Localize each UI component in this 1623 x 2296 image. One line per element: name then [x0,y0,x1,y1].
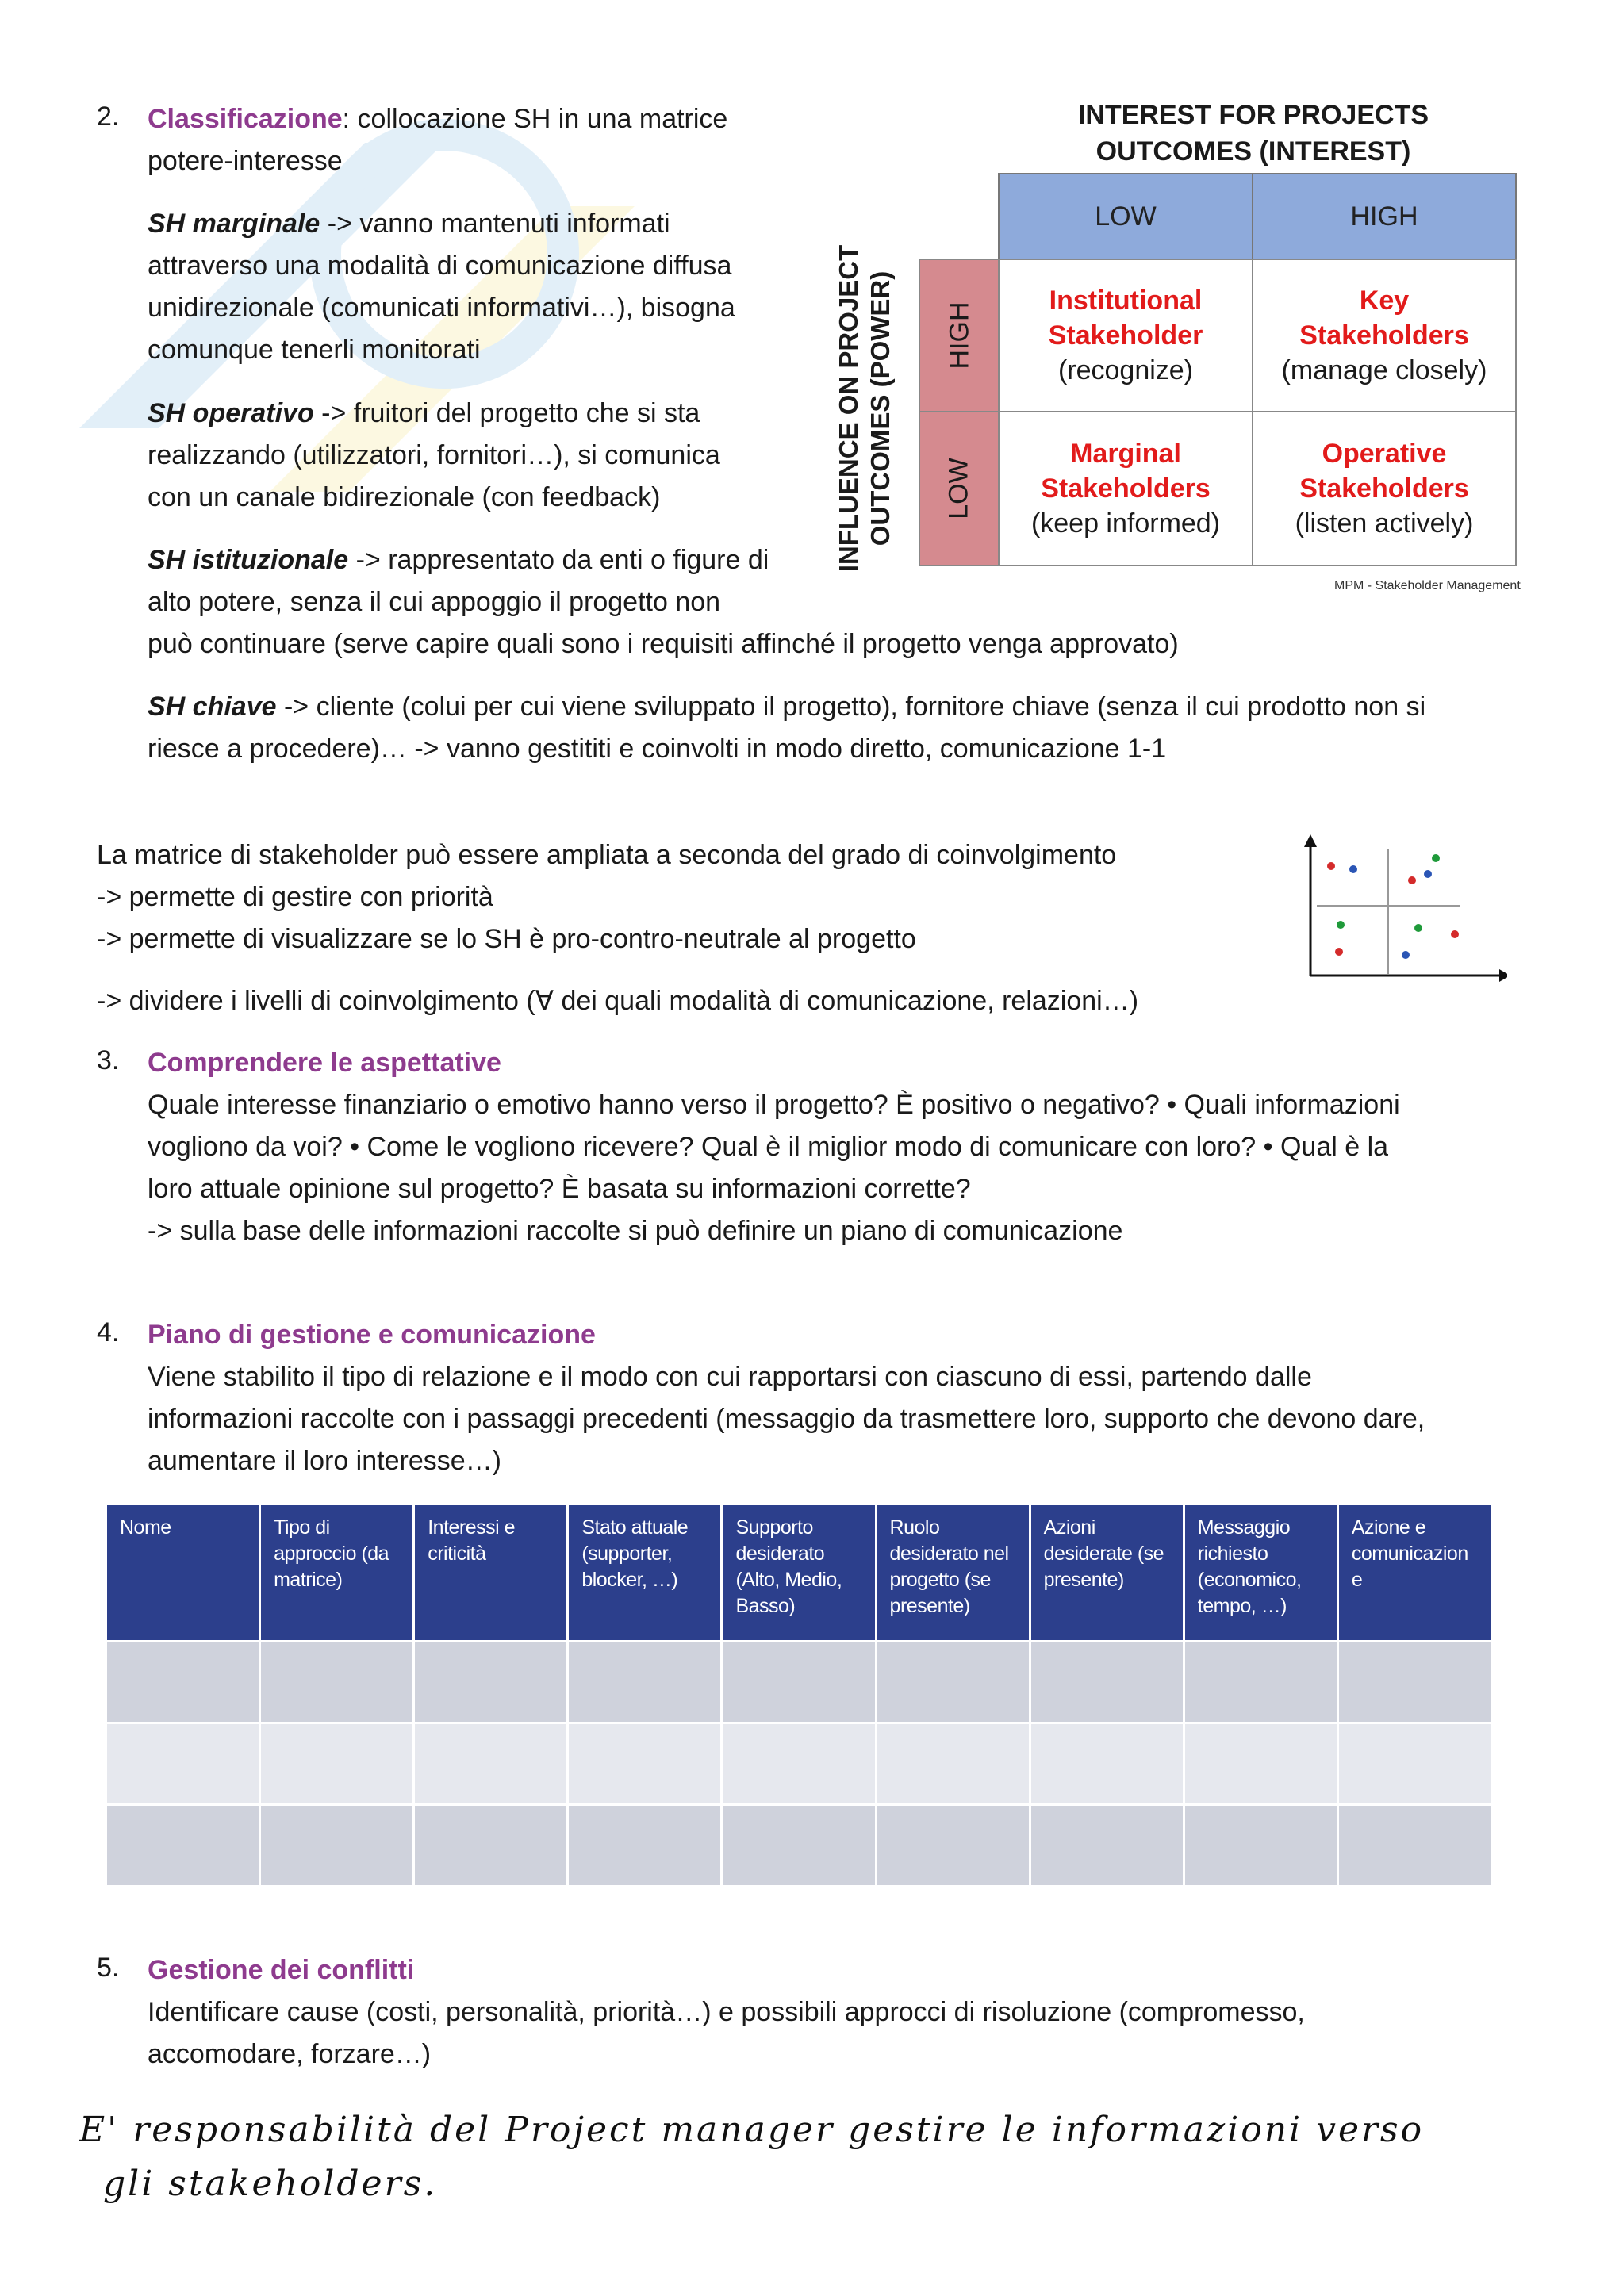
table-cell [722,1723,876,1805]
table-header-cell: Azioni desiderate (se presente) [1030,1504,1184,1642]
table-cell [1030,1805,1184,1887]
section2-title-line2: potere-interesse [148,146,343,176]
table-cell [260,1642,414,1723]
expansion-last-line: -> dividere i livelli di coinvolgimento (∀ dei quali modalità di comunicazione, relazioni…) [97,986,1139,1016]
table-header-cell: Ruolo desiderato nel progetto (se presente) [876,1504,1030,1642]
table-header-cell: Supporto desiderato (Alto, Medio, Basso) [722,1504,876,1642]
table-row [106,1642,1492,1723]
cell-name: Operative [1322,439,1447,469]
table-cell [1184,1805,1337,1887]
cell-name: Stakeholders [1299,473,1469,504]
matrix-title [1023,97,1483,170]
cell-name: Marginal [1070,439,1181,469]
section5-block [148,1949,1575,2076]
sh-chiave-paragraph [148,686,1575,770]
cell-name: Key [1359,286,1410,316]
sh-operativo-paragraph [148,393,798,519]
matrix-side-label [833,210,896,607]
table-cell [568,1642,722,1723]
matrix-title-line: OUTCOMES (INTEREST) [1095,136,1411,167]
sh-chiave-line: riesce a procedere)… -> vanno gestititi e coinvolti in modo diretto, comunicazione 1-1 [148,734,1167,764]
table-header-cell: Nome [106,1504,260,1642]
matrix-cell-operative [1252,411,1517,566]
table-cell [722,1642,876,1723]
sh-operativo-line: -> fruitori del progetto che si sta [313,398,700,428]
section4-line: aumentare il loro interesse…) [148,1446,501,1476]
sh-chiave-line: -> cliente (colui per cui viene sviluppato il progetto), fornitore chiave (senza il cui prodotto non si [276,692,1426,722]
sh-operativo-line: con un canale bidirezionale (con feedback) [148,482,661,512]
table-cell [1337,1723,1491,1805]
sh-istituzionale-line: può continuare (serve capire quali sono i requisiti affinché il progetto venga approvato) [148,629,1179,659]
scatter-dot [1349,865,1357,873]
cell-action: (listen actively) [1295,508,1474,539]
table-cell [1337,1642,1491,1723]
scatter-dot [1337,921,1345,929]
table-cell [414,1723,568,1805]
handwritten-note-line1: E' responsabilità del Project manager gestire le informazioni verso [79,2110,1425,2150]
table-cell [106,1642,260,1723]
section3-line: vogliono da voi? • Come le vogliono ricevere? Qual è il miglior modo di comunicare con loro? • Qual è la [148,1132,1389,1162]
matrix-row-high [919,259,1000,412]
table-cell [1184,1642,1337,1723]
scatter-x-arrow [1499,969,1507,982]
sh-marginale-line: comunque tenerli monitorati [148,335,481,365]
scatter-dot [1408,876,1416,884]
table-cell [876,1642,1030,1723]
table-cell [106,1723,260,1805]
table-header-cell: Azione e comunicazion e [1337,1504,1491,1642]
table-header-cell: Tipo di approccio (da matrice) [260,1504,414,1642]
cell-name: Stakeholders [1299,320,1469,351]
sh-chiave-label: SH chiave [148,692,277,722]
table-header-cell: Stato attuale (supporter, blocker, …) [568,1504,722,1642]
table-cell [260,1805,414,1887]
cell-action: (recognize) [1057,355,1194,385]
expansion-paragraph [97,834,1287,960]
section4-line: Viene stabilito il tipo di relazione e il modo con cui rapportarsi con ciascuno di essi, partendo dalle [148,1362,1312,1392]
table-cell [106,1805,260,1887]
matrix-col-high: HIGH [1252,173,1517,260]
sh-marginale-paragraph [148,203,798,371]
table-header-cell: Messaggio richiesto (economico, tempo, …) [1184,1504,1337,1642]
scatter-dot [1451,930,1459,938]
matrix-title-line: INTEREST FOR PROJECTS [1077,100,1429,130]
table-cell [414,1805,568,1887]
section2-title-rest: : collocazione SH in una matrice [342,104,728,134]
sh-marginale-label: SH marginale [148,209,320,239]
sh-operativo-label: SH operativo [148,398,314,428]
matrix-row-high-label: HIGH [944,301,974,370]
section3-block [148,1042,1575,1252]
sh-istituzionale-label: SH istituzionale [148,545,349,575]
expansion-line: La matrice di stakeholder può essere ampliata a seconda del grado di coinvolgimento [97,840,1117,870]
table-row [106,1805,1492,1887]
scatter-y-arrow [1304,834,1317,847]
matrix-side-label-line: OUTCOMES (POWER) [865,270,895,546]
matrix-row-low [919,411,1000,566]
matrix-cell-key [1252,259,1517,412]
table-cell [1030,1723,1184,1805]
table-header-row [106,1504,1492,1642]
cell-name: Stakeholders [1041,473,1211,504]
sh-operativo-line: realizzando (utilizzatori, fornitori…), si comunica [148,440,720,470]
table-cell [722,1805,876,1887]
matrix-row-low-label: LOW [943,458,974,519]
sh-istituzionale-line: alto potere, senza il cui appoggio il progetto non [148,587,721,617]
table-cell [260,1723,414,1805]
sh-marginale-line: -> vanno mantenuti informati [320,209,670,239]
matrix-caption: MPM - Stakeholder Management [1334,579,1521,592]
matrix-cell-institutional [998,259,1253,412]
expansion-line: -> permette di gestire con priorità [97,882,493,912]
table-cell [568,1805,722,1887]
table-cell [876,1805,1030,1887]
matrix-cell-marginal [998,411,1253,566]
expansion-line: -> permette di visualizzare se lo SH è pro-contro-neutrale al progetto [97,924,916,954]
matrix-side-label-line: INFLUENCE ON PROJECT [834,244,863,573]
scatter-dot [1414,924,1422,932]
table-cell [414,1642,568,1723]
section3-line: Quale interesse finanziario o emotivo hanno verso il progetto? È positivo o negativo? • Quali informazioni [148,1090,1400,1120]
table-header-cell: Interessi e criticità [414,1504,568,1642]
sh-marginale-line: unidirezionale (comunicati informativi…), bisogna [148,293,735,323]
cell-action: (keep informed) [1030,508,1221,539]
scatter-dot [1335,948,1343,956]
table-row [106,1723,1492,1805]
table-cell [1184,1723,1337,1805]
cell-action: (manage closely) [1281,355,1487,385]
section4-line: informazioni raccolte con i passaggi precedenti (messaggio da trasmettere loro, supporto che devono dare, [148,1404,1425,1434]
section2-heading [148,98,727,182]
scatter-dot [1327,862,1335,870]
section4-block [148,1314,1575,1482]
section3-number: 3. [97,1045,120,1075]
section5-title: Gestione dei conflitti [148,1955,415,1985]
table-cell [1030,1642,1184,1723]
section5-line: accomodare, forzare…) [148,2039,432,2069]
handwritten-note-line2: gli stakeholders. [103,2164,438,2204]
scatter-dot [1402,951,1410,959]
section3-line: -> sulla base delle informazioni raccolte si può definire un piano di comunicazione [148,1216,1123,1246]
section5-number: 5. [97,1953,120,1983]
table-cell [876,1723,1030,1805]
section2-title: Classificazione [148,104,343,134]
section2-number: 2. [97,102,120,132]
sh-marginale-line: attraverso una modalità di comunicazione diffusa [148,251,732,281]
section4-number: 4. [97,1317,120,1347]
matrix-col-low: LOW [998,173,1253,260]
cell-name: Stakeholder [1048,320,1203,351]
engagement-scatter-sketch [1301,833,1507,991]
cell-name: Institutional [1049,286,1203,316]
section4-title: Piano di gestione e comunicazione [148,1320,596,1350]
scatter-dot [1424,870,1432,878]
section3-title: Comprendere le aspettative [148,1048,501,1078]
section3-line: loro attuale opinione sul progetto? È basata su informazioni corrette? [148,1174,971,1204]
sh-istituzionale-line: -> rappresentato da enti o figure di [348,545,769,575]
section5-line: Identificare cause (costi, personalità, priorità…) e possibili approcci di risoluzione (compromesso, [148,1997,1305,2027]
communication-plan-table [105,1503,1493,1888]
scatter-dot [1432,854,1440,862]
table-cell [1337,1805,1491,1887]
table-cell [568,1723,722,1805]
